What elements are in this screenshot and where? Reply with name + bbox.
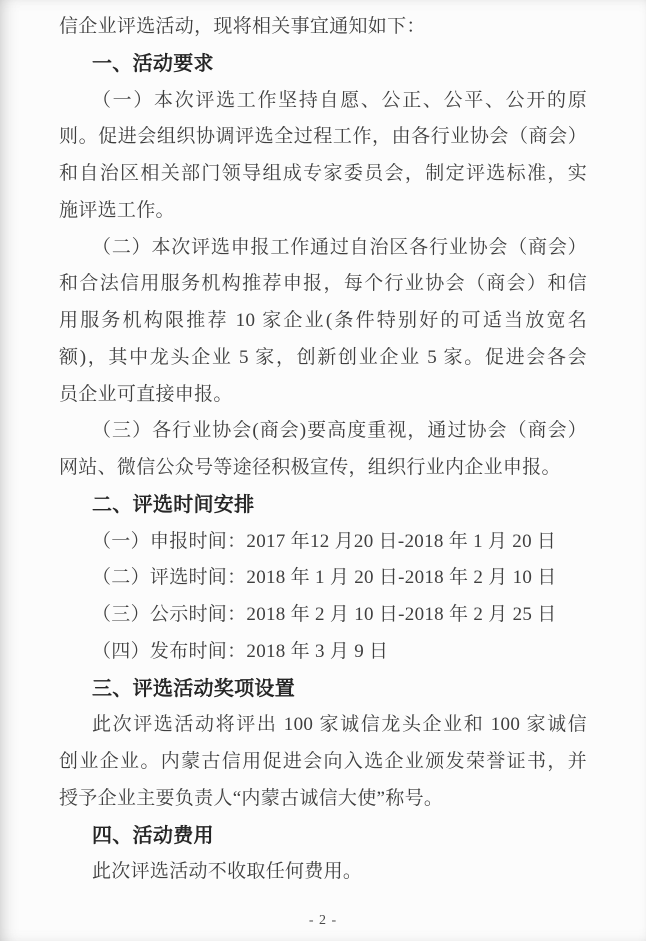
doc-line: （四）发布时间：2018 年 3 月 9 日 <box>92 640 389 662</box>
page-number: - 2 - <box>308 913 338 928</box>
doc-line: （二）本次评选申报工作通过自治区各行业协会（商会） <box>92 236 587 258</box>
document-lines <box>59 9 587 891</box>
doc-line: （一）本次评选工作坚持自愿、公正、公平、公开的原 <box>92 89 587 111</box>
doc-line: 创业企业。内蒙古信用促进会向入选企业颁发荣誉证书，并 <box>59 751 587 772</box>
doc-line: 用服务机构限推荐 10 家企业(条件特别好的可适当放宽名 <box>59 310 587 331</box>
doc-line: 网站、微信公众号等途径积极宣传，组织行业内企业申报。 <box>59 457 561 478</box>
doc-line: 授予企业主要负责人“内蒙古诚信大使”称号。 <box>59 787 444 809</box>
doc-line: 施评选工作。 <box>59 199 175 221</box>
doc-line: 和合法信用服务机构推荐申报，每个行业协会（商会）和信 <box>59 273 587 295</box>
doc-line: 此次评选活动不收取任何费用。 <box>92 861 363 883</box>
doc-line: 和自治区相关部门领导组成专家委员会，制定评选标准，实 <box>59 163 587 184</box>
doc-line: 信企业评选活动，现将相关事宜通知如下： <box>59 16 426 37</box>
section-heading: 一、活动要求 <box>92 52 214 75</box>
section-heading: 四、活动费用 <box>92 824 214 847</box>
doc-line: 员企业可直接申报。 <box>59 383 233 405</box>
section-heading: 三、评选活动奖项设置 <box>92 677 295 700</box>
section-heading: 二、评选时间安排 <box>92 493 255 516</box>
doc-line: 则。促进会组织协调评选全过程工作，由各行业协会（商会） <box>59 126 587 148</box>
doc-line: （三）各行业协会(商会)要高度重视，通过协会（商会） <box>92 420 587 442</box>
doc-line: 此次评选活动将评出 100 家诚信龙头企业和 100 家诚信 <box>92 714 587 736</box>
doc-line: （三）公示时间：2018 年 2 月 10 日-2018 年 2 月 25 日 <box>92 604 557 625</box>
doc-line: （二）评选时间：2018 年 1 月 20 日-2018 年 2 月 10 日 <box>92 567 557 589</box>
doc-line: （一）申报时间：2017 年12 月20 日-2018 年 1 月 20 日 <box>92 530 557 552</box>
doc-line: 额)，其中龙头企业 5 家，创新创业企业 5 家。促进会各会 <box>59 346 587 368</box>
